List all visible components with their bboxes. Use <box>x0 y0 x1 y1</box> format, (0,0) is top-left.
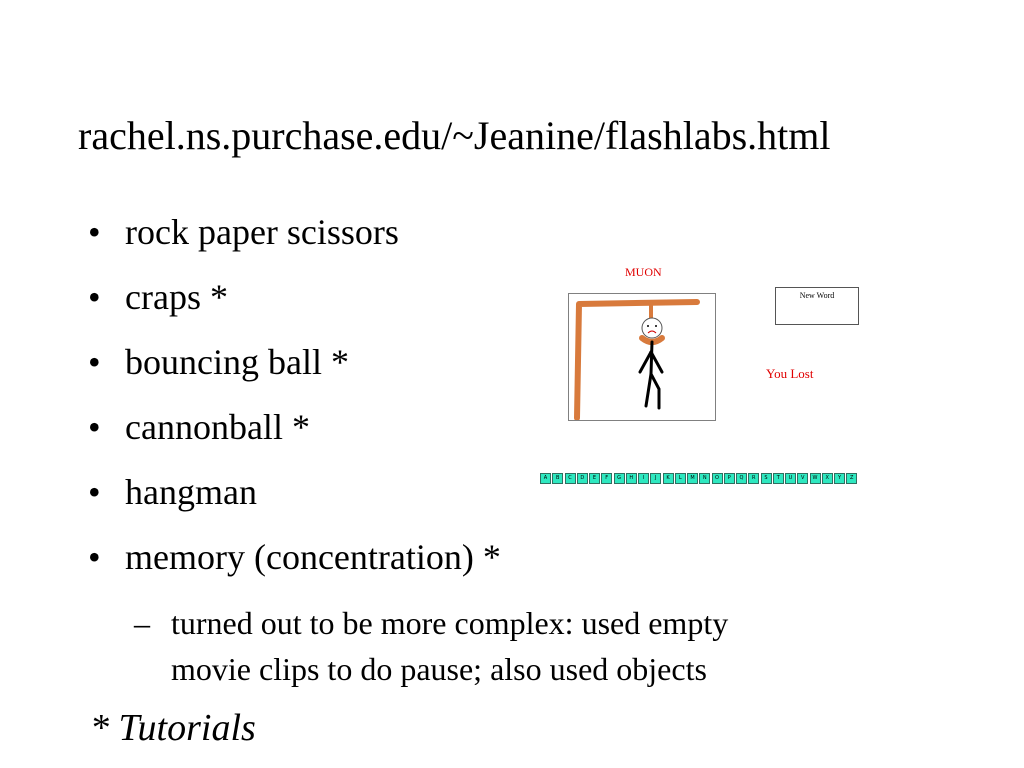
letter-button[interactable]: H <box>626 473 637 484</box>
bullet-item <box>88 403 501 468</box>
letter-button[interactable]: Y <box>834 473 845 484</box>
new-word-button[interactable]: New Word <box>775 287 859 325</box>
bullet-item <box>88 273 501 338</box>
letter-button[interactable]: E <box>589 473 600 484</box>
letter-button[interactable]: I <box>638 473 649 484</box>
bullet-item <box>88 533 501 598</box>
bullet-dot: • <box>88 407 101 447</box>
bullet-dot: • <box>88 277 101 317</box>
letter-button[interactable]: N <box>699 473 710 484</box>
footnote: * Tutorials <box>90 707 256 749</box>
letter-button[interactable]: F <box>601 473 612 484</box>
letter-button[interactable]: K <box>663 473 674 484</box>
letter-button[interactable]: W <box>810 473 821 484</box>
letter-button[interactable]: U <box>785 473 796 484</box>
letter-button[interactable]: Z <box>846 473 857 484</box>
bullet-text: hangman <box>125 472 257 512</box>
letter-buttons <box>540 473 859 484</box>
bullet-text: craps * <box>125 277 228 317</box>
hangman-word: MUON <box>625 265 662 279</box>
hangman-head <box>642 318 662 338</box>
bullet-text: bouncing ball * <box>125 342 349 382</box>
sub-bullet <box>134 600 728 692</box>
bullet-dot: • <box>88 537 101 577</box>
bullet-text: memory (concentration) * <box>125 537 501 577</box>
game-status: You Lost <box>766 366 814 381</box>
bullet-dot: • <box>88 212 101 252</box>
letter-button[interactable]: T <box>773 473 784 484</box>
bullet-dot: • <box>88 472 101 512</box>
hangman-stage <box>568 293 716 421</box>
gallows-post <box>577 302 697 418</box>
letter-button[interactable]: V <box>797 473 808 484</box>
letter-button[interactable]: S <box>761 473 772 484</box>
letter-button[interactable]: C <box>565 473 576 484</box>
letter-button[interactable]: J <box>650 473 661 484</box>
letter-button[interactable]: L <box>675 473 686 484</box>
stick-figure <box>640 342 662 408</box>
letter-button[interactable]: D <box>577 473 588 484</box>
letter-button[interactable]: P <box>724 473 735 484</box>
bullet-text: rock paper scissors <box>125 212 399 252</box>
letter-button[interactable]: O <box>712 473 723 484</box>
sub-bullet-line-1: turned out to be more complex: used empty <box>171 605 729 641</box>
bullet-list <box>88 208 501 598</box>
bullet-item <box>88 468 501 533</box>
sub-bullet-dash: – <box>134 605 150 641</box>
letter-button[interactable]: X <box>822 473 833 484</box>
bullet-dot: • <box>88 342 101 382</box>
letter-button[interactable]: A <box>540 473 551 484</box>
gallows-drawing <box>569 294 715 420</box>
bullet-item <box>88 208 501 273</box>
sub-bullet-line-2: movie clips to do pause; also used objects <box>171 651 707 687</box>
slide-title: rachel.ns.purchase.edu/~Jeanine/flashlabs.html <box>78 113 831 158</box>
letter-button[interactable]: M <box>687 473 698 484</box>
letter-button[interactable]: R <box>748 473 759 484</box>
letter-button[interactable]: G <box>614 473 625 484</box>
bullet-text: cannonball * <box>125 407 310 447</box>
letter-button[interactable]: B <box>552 473 563 484</box>
bullet-item <box>88 338 501 403</box>
letter-button[interactable]: Q <box>736 473 747 484</box>
